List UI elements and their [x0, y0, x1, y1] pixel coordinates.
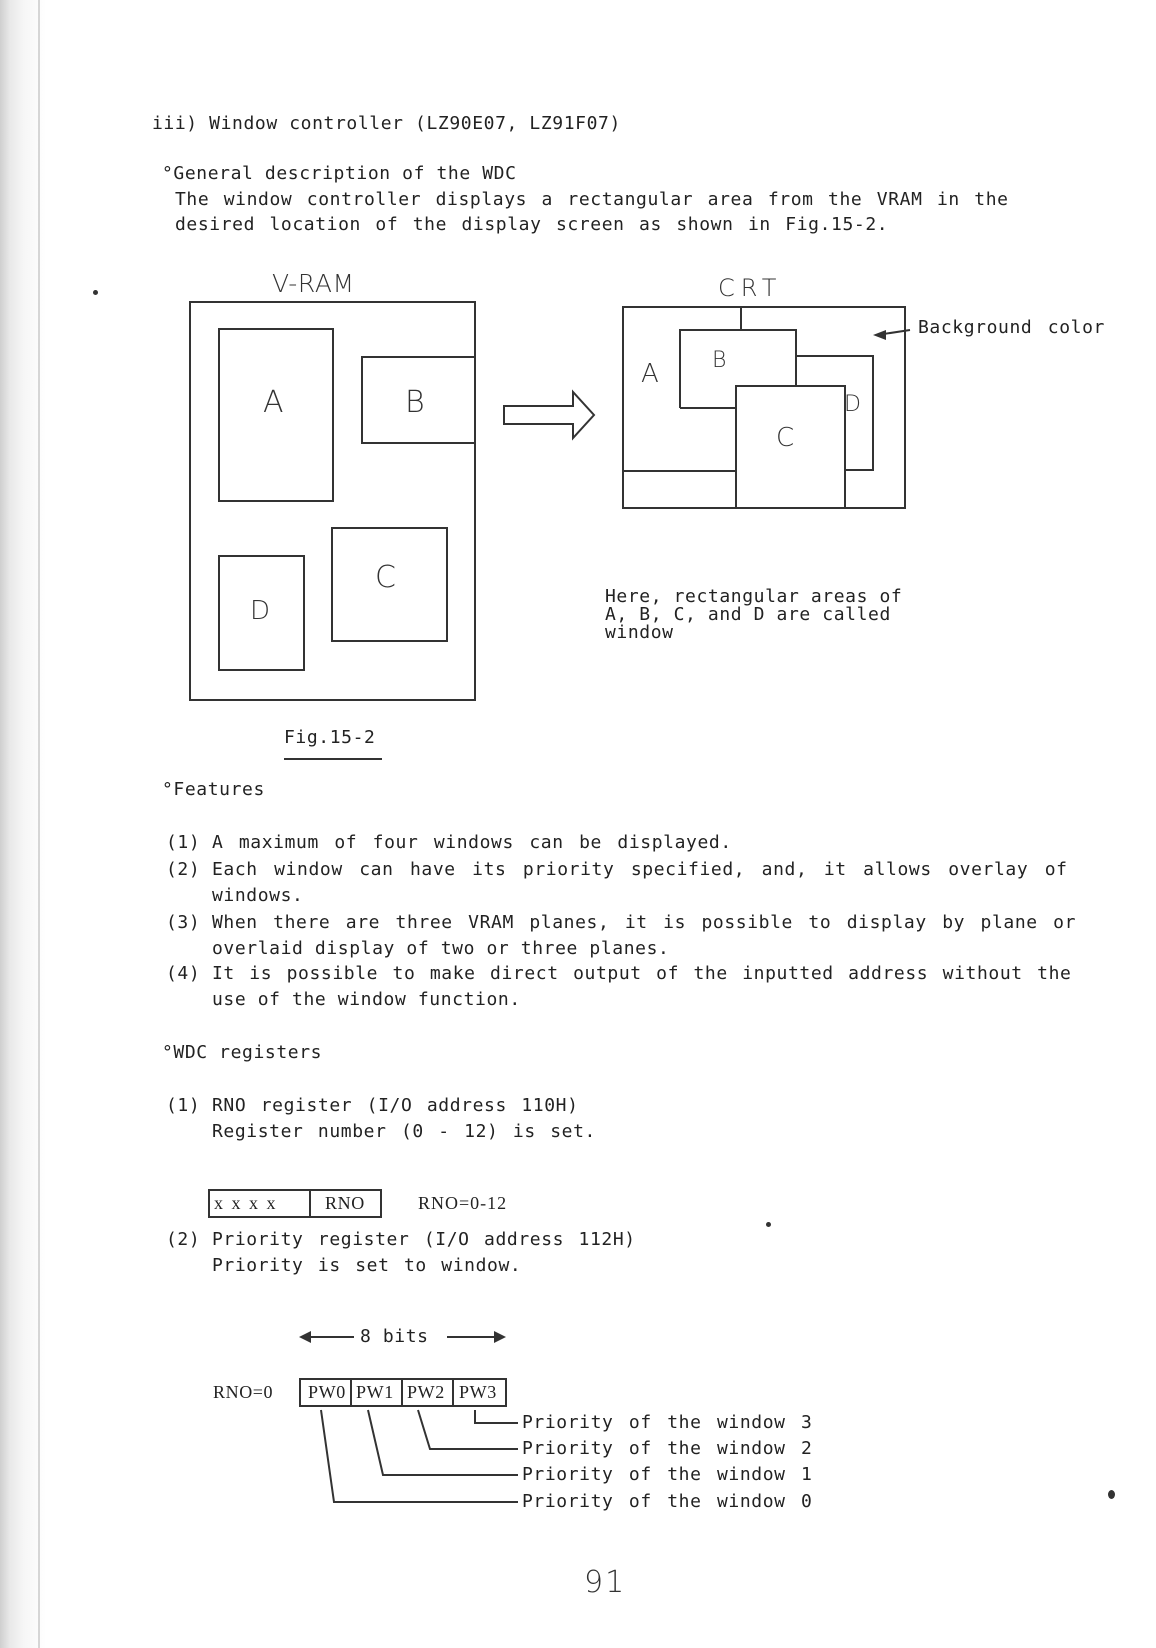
feature-1-line-1: A maximum of four windows can be displayed.	[212, 832, 732, 853]
registers-heading: °WDC registers	[162, 1042, 323, 1063]
crt-frame	[623, 307, 905, 508]
priority-register-line-1: Priority register (I/O address 112H)	[212, 1229, 636, 1250]
crt-window-a-label: A	[641, 359, 660, 389]
feature-3-line-2: overlaid display of two or three planes.	[212, 938, 670, 959]
rno-register-line-2: Register number (0 - 12) is set.	[212, 1121, 596, 1142]
general-line-1: The window controller displays a rectangular area from the VRAM in the	[175, 189, 1009, 210]
priority-cell-pw1: PW1	[356, 1382, 394, 1402]
bits-label: 8 bits	[360, 1326, 429, 1347]
rno-register-line-1: RNO register (I/O address 110H)	[212, 1095, 579, 1116]
feature-2-line-1: Each window can have its priority specified, and, it allows overlay of	[212, 859, 1068, 880]
scan-mark	[1108, 1490, 1115, 1499]
general-line-2: desired location of the display screen as shown in Fig.15-2.	[175, 214, 889, 235]
figure-caption: Fig.15-2	[284, 727, 376, 748]
rno-register-num: (1)	[166, 1095, 201, 1116]
leader-window-3	[475, 1410, 518, 1423]
priority-register-line-2: Priority is set to window.	[212, 1255, 522, 1276]
crt-window-c-label: C	[776, 423, 795, 453]
background-color-label: Background color	[918, 317, 1105, 338]
vram-window-a-label: A	[263, 385, 285, 420]
feature-4-line-2: use of the window function.	[212, 989, 521, 1010]
figure-note-line-3: window	[605, 622, 674, 643]
feature-1-num: (1)	[166, 832, 201, 853]
rno-range: RNO=0-12	[418, 1193, 508, 1213]
scan-mark	[766, 1222, 771, 1227]
vram-window-b-label: B	[405, 385, 426, 420]
vram-window-d-label: D	[250, 596, 271, 626]
vram-label: V-RAM	[272, 269, 355, 298]
figure-note-line-1: Here, rectangular areas of	[605, 586, 903, 607]
priority-cell-pw3: PW3	[459, 1382, 497, 1402]
priority-label-window-2: Priority of the window 2	[522, 1438, 813, 1459]
feature-4-line-1: It is possible to make direct output of the inputted address without the	[212, 963, 1072, 984]
leader-window-2	[418, 1410, 518, 1449]
priority-label-window-0: Priority of the window 0	[522, 1491, 813, 1512]
feature-2-line-2: windows.	[212, 885, 304, 906]
arrow-icon	[504, 392, 594, 438]
scan-mark	[93, 290, 98, 295]
features-heading: °Features	[162, 779, 265, 800]
priority-cell-pw0: PW0	[308, 1382, 346, 1402]
feature-3-line-1: When there are three VRAM planes, it is possible to display by plane or	[212, 912, 1077, 933]
crt-window-b-label: B	[712, 348, 728, 373]
leader-window-1	[368, 1410, 518, 1475]
rno-cell-rno: RNO	[325, 1193, 365, 1213]
page-number: 91	[584, 1565, 627, 1600]
general-heading: °General description of the WDC	[162, 163, 517, 184]
crt-window-b	[680, 330, 796, 408]
priority-rno-label: RNO=0	[213, 1382, 274, 1402]
crt-window-d-label: D	[844, 392, 862, 417]
crt-label: CRT	[718, 274, 783, 302]
feature-3-num: (3)	[166, 912, 201, 933]
priority-label-window-1: Priority of the window 1	[522, 1464, 813, 1485]
priority-register-num: (2)	[166, 1229, 201, 1250]
priority-cell-pw2: PW2	[407, 1382, 445, 1402]
figure-note-line-2: A, B, C, and D are called	[605, 604, 891, 625]
priority-label-window-3: Priority of the window 3	[522, 1412, 813, 1433]
section-title: iii) Window controller (LZ90E07, LZ91F07)	[152, 113, 621, 134]
feature-4-num: (4)	[166, 963, 201, 984]
feature-2-num: (2)	[166, 859, 201, 880]
vram-window-c-label: C	[375, 560, 397, 595]
rno-cell-x: x x x x	[214, 1193, 278, 1213]
